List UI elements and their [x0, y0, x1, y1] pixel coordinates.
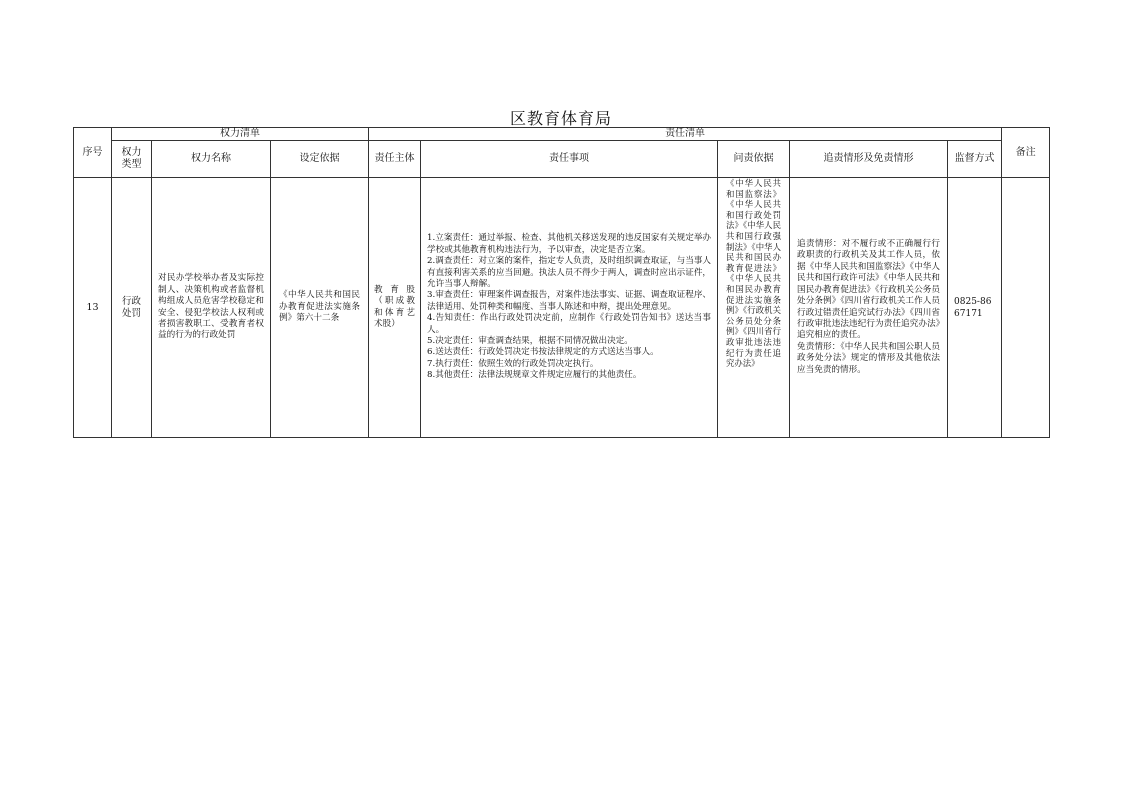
- resp-item: 1.立案责任：通过举报、检查、其他机关移送发现的违反国家有关规定举办学校或其他教育机构违法行为，予以审查，决定是否立案。: [427, 233, 712, 255]
- page-title: 区教育体育局: [509, 109, 612, 128]
- cell-exemption: [790, 178, 948, 438]
- cell-supervision: 0825-8667171: [948, 178, 1002, 438]
- header-seq: 序号: [74, 128, 112, 178]
- cell-resp-items: [421, 178, 718, 438]
- header-supervision: 监督方式: [948, 141, 1002, 178]
- header-responsibility-list: 责任清单: [369, 128, 1002, 141]
- exemption-item: 免责情形：《中华人民共和国公职人员政务处分法》规定的情形及其他依法应当免责的情形。: [797, 341, 941, 375]
- header-power-list: 权力清单: [112, 128, 369, 141]
- header-power-name: 权力名称: [152, 141, 271, 178]
- header-basis: 设定依据: [271, 141, 369, 178]
- header-exemption: 追责情形及免责情形: [790, 141, 948, 178]
- resp-item: 5.决定责任：审查调查结果，根据不同情况做出决定。: [427, 336, 633, 347]
- resp-item: 3.审查责任：审理案件调查报告，对案件违法事实、证据、调查取证程序、法律适用、处罚种类和幅度、当事人陈述和申辩，提出处理意见。: [427, 290, 712, 312]
- header-resp-subject: 责任主体: [369, 141, 421, 178]
- resp-item: 6.送达责任：行政处罚决定书按法律规定的方式送达当事人。: [427, 347, 659, 358]
- cell-basis: 《中华人民共和国民办教育促进法实施条例》第六十二条: [271, 178, 369, 438]
- resp-item: 8.其他责任：法律法规规章文件规定应履行的其他责任。: [427, 370, 642, 381]
- resp-item: 7.执行责任：依照生效的行政处罚决定执行。: [427, 358, 599, 369]
- table-row: [74, 178, 1050, 438]
- exemption-item: 追责情形：对不履行或不正确履行行政职责的行政机关及其工作人员，依据《中华人民共和国监察法》《中华人民共和国行政许可法》《中华人民共和国民办教育促进法》《行政机关公务员处分条例》《四川省行政机关工作人员行政过错责任追究试行办法》《四川省行政审批违法违纪行为责任追究办法》追究相应的责任。: [797, 239, 941, 341]
- header-resp-items: 责任事项: [421, 141, 718, 178]
- cell-power-name: 对民办学校举办者及实际控制人、决策机构或者监督机构组成人员危害学校稳定和安全、侵犯学校法人权利或者损害教职工、受教育者权益的行为的行政处罚: [152, 178, 271, 438]
- cell-power-type: 行政处罚: [112, 178, 152, 438]
- resp-item: 4.告知责任：作出行政处罚决定前，应制作《行政处罚告知书》送达当事人。: [427, 313, 712, 335]
- cell-seq: 13: [74, 178, 112, 438]
- header-account-basis: 问责依据: [718, 141, 790, 178]
- cell-resp-subject: 教育股（职成教和体育艺术股）: [369, 178, 421, 438]
- cell-account-basis: 《中华人民共和国监察法》《中华人民共和国行政处罚法》《中华人民共和国行政强制法》《中华人民共和国民办教育促进法》《中华人民共和国民办教育促进法实施条例》《行政机关公务员处分条例》《四川省行政审批违法违纪行为责任追究办法》: [718, 178, 790, 438]
- header-power-type: 权力类型: [112, 141, 152, 178]
- power-responsibility-table: [73, 127, 1050, 438]
- header-remark: 备注: [1002, 128, 1050, 178]
- cell-remark: [1002, 178, 1050, 438]
- resp-item: 2.调查责任：对立案的案件，指定专人负责，及时组织调查取证，与当事人有直接利害关系的应当回避。执法人员不得少于两人，调查时应出示证件，允许当事人辩解。: [427, 256, 712, 289]
